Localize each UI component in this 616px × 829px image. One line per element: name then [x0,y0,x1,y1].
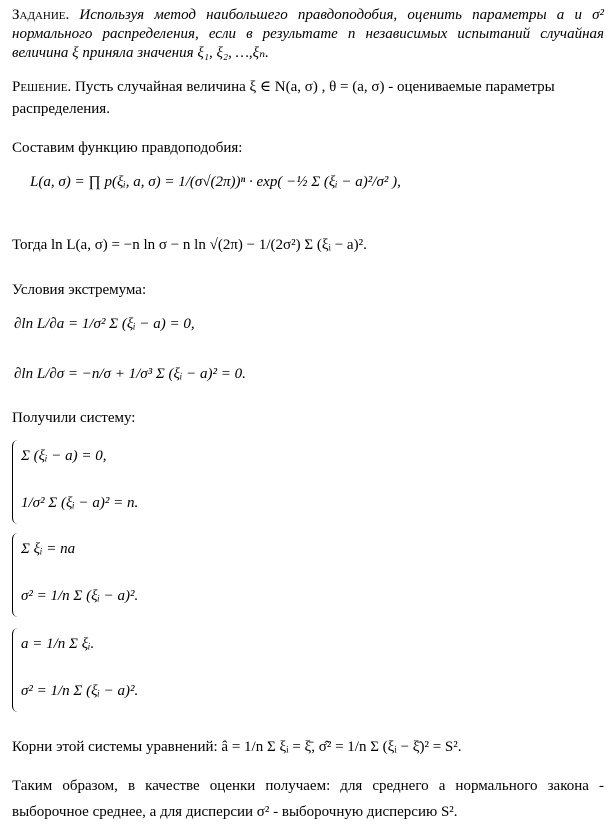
system2-eq2: σ² = 1/n Σ (ξᵢ − a)². [21,588,139,604]
solution-text: Пусть случайная величина ξ ∈ N(a, σ) , θ = (a, σ) - оцениваемые параметры распределения. [12,79,555,117]
system3-eq1: a = 1/n Σ ξᵢ. [21,636,95,652]
system-heading: Получили систему: [12,410,136,426]
extremum-equation-sigma: ∂ln L/∂σ = −n/σ + 1/σ³ Σ (ξᵢ − a)² = 0. [14,366,246,382]
system3-eq2: σ² = 1/n Σ (ξᵢ − a)². [21,683,139,699]
solution-lead: Решение. [12,79,72,95]
system1-eq2: 1/σ² Σ (ξᵢ − a)² = n. [21,495,139,511]
equation-system-1 [12,440,138,524]
likelihood-heading: Составим функцию правдоподобия: [12,140,243,156]
likelihood-equation: L(a, σ) = ∏ p(ξᵢ, a, σ) = 1/(σ√(2π))ⁿ · exp( −½ Σ (ξᵢ − a)²/σ² ), [30,174,401,190]
task-lead: Задание. [12,7,70,23]
system2-eq1: Σ ξᵢ = na [21,541,76,557]
equation-system-3 [12,628,138,712]
extremum-heading: Условия экстремума: [12,282,147,298]
conclusion: Таким образом, в качестве оценки получаем: для среднего a нормального закона - выборочное среднее, а для дисперсии σ² - выборочную дисперсию S². [12,778,604,820]
system1-eq1: Σ (ξᵢ − a) = 0, [21,448,107,464]
extremum-equation-a: ∂ln L/∂a = 1/σ² Σ (ξᵢ − a) = 0, [14,316,195,332]
task-text: Используя метод наибольшего правдоподобия, оценить параметры a и σ² нормального распределения, если в результате n независимых испытаний случайная величина ξ приняла значения ξ₁, ξ₂, …,ξₙ. [12,7,604,61]
equation-system-2 [12,533,138,617]
task-statement [12,6,604,63]
solution-intro [12,76,604,120]
roots-line: Корни этой системы уравнений: â = 1/n Σ ξᵢ = ξ̄, σ̂² = 1/n Σ (ξᵢ − ξ̄)² = S². [12,739,462,755]
log-likelihood-line: Тогда ln L(a, σ) = −n ln σ − n ln √(2π) − 1/(2σ²) Σ (ξᵢ − a)². [12,237,367,253]
